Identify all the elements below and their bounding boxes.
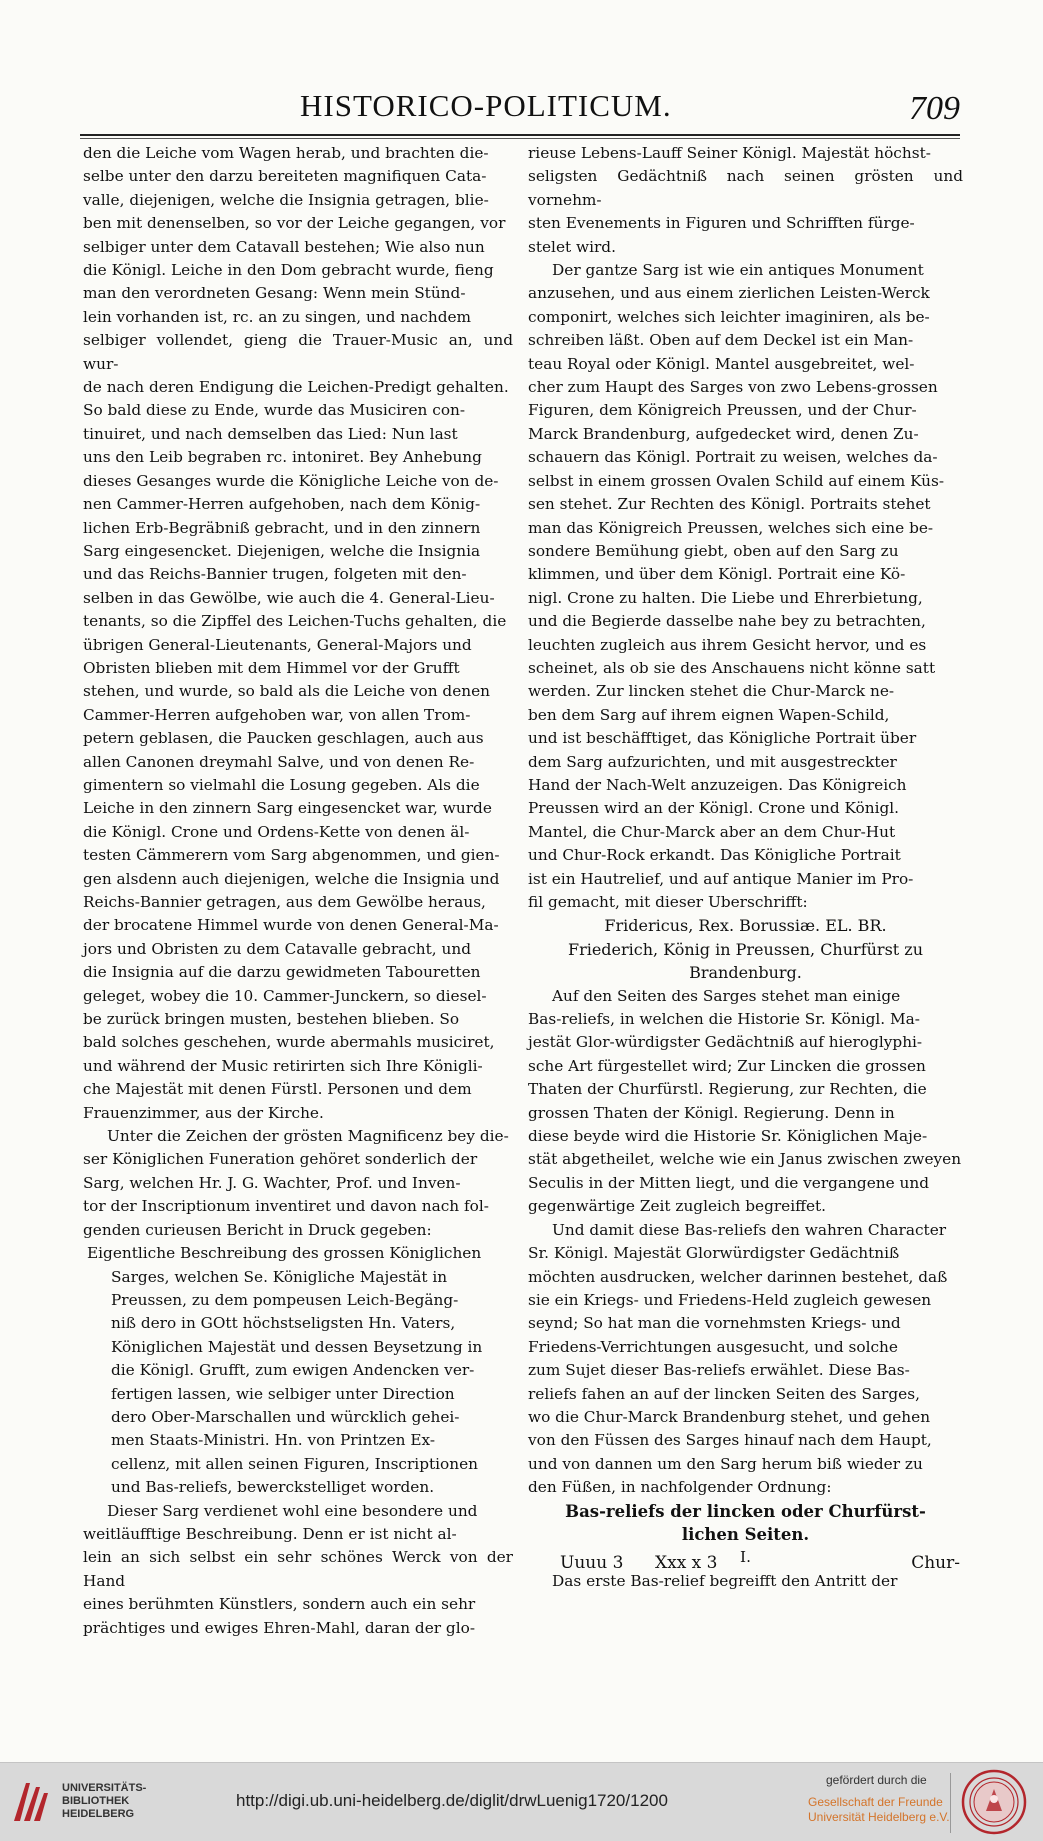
left-column-line: die Königl. Crone und Ordens-Kette von denen äl- (83, 822, 470, 841)
left-quote-line: und Bas-reliefs, bewerckstelliget worden. (111, 1478, 435, 1497)
right-column (528, 142, 963, 1593)
right-para3-line: gegenwärtige Zeit zugleich begreiffet. (528, 1197, 827, 1216)
left-column-line: den die Leiche vom Wagen herab, und brachten die- (83, 144, 489, 162)
left-para-1 (83, 142, 513, 1125)
sponsor-label: gefördert durch die (826, 1773, 927, 1787)
right-para2-line: Figuren, dem Königreich Preussen, und der Chur- (528, 401, 917, 420)
left-quote-line: fertigen lassen, wie selbiger unter Direction (111, 1384, 455, 1403)
header-rule (80, 134, 960, 136)
left-column-line: ben mit denenselben, so vor der Leiche gegangen, vor (83, 214, 506, 233)
right-para2-line: ben dem Sarg auf ihrem eignen Wapen-Schild, (528, 705, 890, 724)
left-quote-line: cellenz, mit allen seinen Figuren, Inscriptionen (111, 1454, 478, 1473)
subheading-line-2: lichen Seiten. (681, 1524, 810, 1544)
right-para2-line: schauern das Königl. Portrait zu weisen, welches da- (528, 448, 938, 467)
right-para4-line: sie ein Kriegs- und Friedens-Held zugleich gewesen (528, 1290, 932, 1309)
left-column-line: die Insignia auf die darzu gewidmeten Tabouretten (83, 963, 481, 982)
right-para3-line: grossen Thaten der Königl. Regierung. Denn in (528, 1103, 895, 1122)
left-quote-line: men Staats-Ministri. Hn. von Printzen Ex- (111, 1431, 436, 1450)
right-para4-line: wo die Chur-Marck Brandenburg stehet, und gehen (528, 1407, 931, 1426)
left-column-line: testen Cämmerern vom Sarg abgenommen, und gien- (83, 846, 500, 865)
left-column-line: Frauenzimmer, aus der Kirche. (83, 1103, 324, 1122)
right-para4-line: seynd; So hat man die vornehmsten Kriegs- und (528, 1314, 901, 1333)
inscription-german-2: Brandenburg. (689, 963, 802, 983)
left-para2-line: Sarg, welchen Hr. J. G. Wachter, Prof. und Inven- (83, 1173, 461, 1192)
left-quote-line: niß dero in GOtt höchstseligsten Hn. Vaters, (111, 1314, 456, 1333)
left-quote-line: Eigentliche Beschreibung des grossen Königlichen (87, 1244, 482, 1263)
left-para2-line: Unter die Zeichen der grösten Magnificenz bey die- (107, 1127, 509, 1146)
university-seal-icon (961, 1769, 1027, 1835)
subheading-numeral: I. (740, 1548, 751, 1567)
left-quote-line: Sarges, welchen Se. Königliche Majestät in (111, 1267, 448, 1286)
left-quote-line: Königlichen Majestät und dessen Beysetzung in (111, 1337, 483, 1356)
right-para2-line: werden. Zur lincken stehet die Chur-Marck ne- (528, 682, 895, 701)
left-para2-line: tor der Inscriptionum inventiret und davon nach fol- (83, 1197, 489, 1216)
left-quote-line: die Königl. Grufft, zum ewigen Andencken ver- (111, 1361, 475, 1380)
right-para4-line: Sr. Königl. Majestät Glorwürdigster Gedächtniß (528, 1244, 900, 1263)
right-para2-line: anzusehen, und aus einem zierlichen Leisten-Werck (528, 284, 930, 303)
left-column-line: gimentern so vielmahl die Losung gegeben. Als die (83, 775, 480, 794)
library-name (62, 1782, 146, 1821)
left-para2-line: genden curieusen Bericht in Druck gegeben: (83, 1220, 432, 1239)
left-para3-line: prächtiges und ewiges Ehren-Mahl, daran der glo- (83, 1618, 475, 1637)
left-column-line: So bald diese zu Ende, wurde das Musiciren con- (83, 401, 466, 420)
left-column-line: selbiger unter dem Catavall bestehen; Wie also nun (83, 237, 485, 256)
right-para4-line: reliefs fahen an auf der lincken Seiten des Sarges, (528, 1384, 920, 1403)
right-para2-line: schreiben läßt. Oben auf dem Deckel ist ein Man- (528, 331, 914, 350)
library-name-line: HEIDELBERG (62, 1808, 135, 1820)
university-library-logo (10, 1777, 54, 1827)
left-column-line: dieses Gesanges wurde die Königliche Leiche von de- (83, 471, 499, 490)
left-column-line: übrigen General-Lieutenants, General-Majors und (83, 635, 472, 654)
footer-bar (0, 1762, 1043, 1841)
left-column-line: die Königl. Leiche in den Dom gebracht wurde, fieng (83, 261, 494, 280)
right-para4-line: Und damit diese Bas-reliefs den wahren Character (552, 1220, 947, 1239)
right-para4-line: möchten ausdrucken, welcher darinnen bestehet, daß (528, 1267, 948, 1286)
library-name-line: BIBLIOTHEK (62, 1795, 130, 1807)
left-quote (83, 1242, 513, 1499)
sponsor-name (808, 1795, 950, 1825)
right-para2-line: Der gantze Sarg ist wie ein antiques Monument (552, 261, 924, 280)
page-number: 709 (909, 90, 960, 127)
right-para3-line: diese beyde wird die Historie Sr. Königlichen Maje- (528, 1127, 928, 1146)
right-para2-line: klimmen, und über dem Königl. Portrait eine Kö- (528, 565, 906, 584)
right-para2-line: Marck Brandenburg, aufgedecket wird, denen Zu- (528, 424, 919, 443)
left-para3-line: Dieser Sarg verdienet wohl eine besondere und (107, 1501, 478, 1520)
subheading-line-1: Bas-reliefs der lincken oder Churfürst- (565, 1501, 926, 1521)
right-para3-line: jestät Glor-würdigster Gedächtniß auf hieroglyphi- (528, 1033, 923, 1052)
left-column-line: und während der Music retirirten sich Ihre Königli- (83, 1056, 483, 1075)
right-para-3 (528, 985, 963, 1219)
right-para3-line: Thaten der Churfürstl. Regierung, zur Rechten, die (528, 1080, 927, 1099)
right-column-line: stelet wird. (528, 237, 616, 256)
inscription-german-1: Friederich, König in Preussen, Churfürst zu (567, 939, 924, 959)
right-para4-line: zum Sujet dieser Bas-reliefs erwählet. Diese Bas- (528, 1361, 910, 1380)
left-para2-line: ser Königlichen Funeration gehöret sonderlich der (83, 1150, 478, 1169)
signature-mark-1: Uuuu 3 (560, 1553, 624, 1573)
left-para-3 (83, 1500, 513, 1640)
left-column-line: und das Reichs-Bannier trugen, folgeten mit den- (83, 565, 467, 584)
left-column-line: Leiche in den zinnern Sarg eingesencket war, wurde (83, 799, 492, 818)
left-column-line: de nach deren Endigung die Leichen-Predigt gehalten. (83, 378, 509, 397)
left-column-line: lichen Erb-Begräbniß gebracht, und in den zinnern (83, 518, 481, 537)
library-name-line: UNIVERSITÄTS- (62, 1782, 147, 1794)
left-para-2 (83, 1125, 513, 1242)
right-para2-line: man das Königreich Preussen, welches sich eine be- (528, 518, 934, 537)
permalink-url[interactable]: http://digi.ub.uni-heidelberg.de/diglit/drwLuenig1720/1200 (236, 1791, 668, 1810)
right-para4-line: von den Füssen des Sarges hinauf nach dem Haupt, (528, 1431, 932, 1450)
left-column-line: Cammer-Herren aufgehoben war, von allen Trom- (83, 705, 471, 724)
left-column-line: tenants, so die Zipffel des Leichen-Tuchs gehalten, die (83, 612, 507, 631)
running-head: HISTORICO-POLITICUM. (300, 88, 672, 123)
right-para3-line: stät abgetheilet, welche wie ein Janus zwischen zweyen (528, 1150, 962, 1169)
right-para4-line: und von dannen um den Sarg herum biß wieder zu (528, 1454, 923, 1473)
right-para-1 (528, 142, 963, 259)
right-para2-line: Preussen wird an der Königl. Crone und Königl. (528, 799, 900, 818)
right-para2-line: sondere Bemühung giebt, oben auf den Sarg zu (528, 541, 899, 560)
left-column-line: selben in das Gewölbe, wie auch die 4. General-Lieu- (83, 588, 495, 607)
left-column-line: Obristen blieben mit dem Himmel vor der Grufft (83, 658, 460, 677)
left-column-line: petern geblasen, die Paucken geschlagen, auch aus (83, 729, 484, 748)
right-para2-line: fil gemacht, mit dieser Uberschrifft: (528, 893, 808, 911)
left-quote-line: dero Ober-Marschallen und würcklich gehei- (111, 1407, 460, 1426)
left-column-line: jors und Obristen zu dem Catavalle gebracht, und (83, 939, 472, 958)
right-para-4 (528, 1219, 963, 1500)
right-para3-line: sche Art fürgestellet wird; Zur Lincken die grossen (528, 1056, 926, 1075)
right-para2-line: Mantel, die Chur-Marck aber an dem Chur-Hut (528, 822, 896, 841)
left-column-line: stehen, und wurde, so bald als die Leiche von denen (83, 682, 491, 701)
left-column-line: gen alsdenn auch diejenigen, welche die Insignia und (83, 869, 500, 888)
left-column-line: geleget, wobey die 10. Cammer-Junckern, so diesel- (83, 986, 487, 1005)
right-para2-line: cher zum Haupt des Sarges von zwo Lebens-grossen (528, 378, 938, 397)
page-header (300, 88, 960, 128)
left-column-line: uns den Leib begraben rc. intoniret. Bey Anhebung (83, 448, 482, 467)
right-para2-line: leuchten zugleich aus ihrem Gesicht hervor, und es (528, 635, 927, 654)
right-para4-line: Friedens-Verrichtungen ausgesucht, und solche (528, 1337, 898, 1356)
left-column-line: man den verordneten Gesang: Wenn mein Stünd- (83, 284, 466, 303)
right-para2-line: und Chur-Rock erkandt. Das Königliche Portrait (528, 846, 901, 865)
right-para2-line: Hand der Nach-Welt anzuzeigen. Das Königreich (528, 775, 907, 794)
left-column (83, 142, 513, 1640)
left-column-line: che Majestät mit denen Fürstl. Personen und dem (83, 1080, 472, 1099)
left-para3-line: weitläufftige Beschreibung. Denn er ist nicht al- (83, 1524, 457, 1543)
right-para2-line: nigl. Crone zu halten. Die Liebe und Ehrerbietung, (528, 588, 923, 607)
left-para3-line: lein an sich selbst ein sehr schönes Werck von der Hand (83, 1548, 513, 1590)
right-para2-line: und ist beschäfftiget, das Königliche Portrait über (528, 729, 917, 748)
left-column-line: selbiger vollendet, gieng die Trauer-Music an, und wur- (83, 331, 513, 373)
right-para3-line: Seculis in der Mitten liegt, und die vergangene und (528, 1173, 930, 1192)
left-column-line: der brocatene Himmel wurde von denen General-Ma- (83, 916, 499, 935)
right-para2-line: ist ein Hautrelief, und auf antique Manier im Pro- (528, 869, 914, 888)
left-column-line: Sarg eingesencket. Diejenigen, welche die Insignia (83, 541, 481, 560)
left-column-line: lein vorhanden ist, rc. an zu singen, und nachdem (83, 307, 472, 326)
signature-line (560, 1553, 960, 1583)
right-column-line: sten Evenements in Figuren und Schrifften fürge- (528, 214, 915, 233)
left-column-line: bald solches geschehen, wurde abermahls musiciret, (83, 1033, 495, 1052)
right-para3-line: Auf den Seiten des Sarges stehet man einige (552, 986, 901, 1005)
sponsor-name-line: Gesellschaft der Freunde (808, 1795, 943, 1809)
left-column-line: nen Cammer-Herren aufgehoben, nach dem König- (83, 495, 481, 514)
right-para2-line: teau Royal oder Königl. Mantel ausgebreitet, wel- (528, 354, 915, 373)
signature-mark-2: Xxx x 3 (655, 1553, 718, 1573)
right-para2-line: selbst in einem grossen Ovalen Schild auf einem Küs- (528, 471, 945, 490)
left-column-line: valle, diejenigen, welche die Insignia getragen, blie- (83, 190, 489, 209)
right-para2-line: scheinet, als ob sie des Anschauens nicht könne satt (528, 658, 936, 677)
left-column-line: be zurück bringen musten, bestehen blieben. So (83, 1010, 460, 1029)
left-para3-line: eines berühmten Künstlers, sondern auch ein sehr (83, 1595, 476, 1614)
left-quote-line: Preussen, zu dem pompeusen Leich-Begäng- (111, 1290, 459, 1309)
left-column-line: allen Canonen dreymahl Salve, und von denen Re- (83, 752, 475, 771)
left-column-line: selbe unter den darzu bereiteten magnifiquen Cata- (83, 167, 487, 186)
right-column-line: seligsten Gedächtniß nach seinen grösten und vornehm- (528, 167, 963, 209)
inscription-latin: Fridericus, Rex. Borussiæ. EL. BR. (604, 916, 887, 936)
left-column-line: Reichs-Bannier getragen, aus dem Gewölbe heraus, (83, 893, 486, 911)
header-rule-thin (80, 138, 960, 139)
right-para2-line: componirt, welches sich leichter imaginiren, als be- (528, 307, 930, 326)
right-para2-line: dem Sarg aufzurichten, und mit ausgestreckter (528, 752, 897, 771)
right-column-line: rieuse Lebens-Lauff Seiner Königl. Majestät höchst- (528, 144, 931, 162)
catchword: Chur- (911, 1553, 960, 1573)
right-para-2 (528, 259, 963, 914)
footer-divider (950, 1773, 951, 1833)
right-para2-line: sen stehet. Zur Rechten des Königl. Portraits stehet (528, 495, 931, 514)
last-line: Das erste Bas-relief begreifft den Antritt der (552, 1571, 898, 1590)
sponsor-name-line: Universität Heidelberg e.V. (808, 1810, 950, 1824)
right-para3-line: Bas-reliefs, in welchen die Historie Sr. Königl. Ma- (528, 1010, 920, 1029)
left-column-line: tinuiret, und nach demselben das Lied: Nun last (83, 424, 458, 443)
right-para4-line: den Füßen, in nachfolgender Ordnung: (528, 1478, 832, 1497)
right-para2-line: und die Begierde dasselbe nahe bey zu betrachten, (528, 612, 926, 631)
